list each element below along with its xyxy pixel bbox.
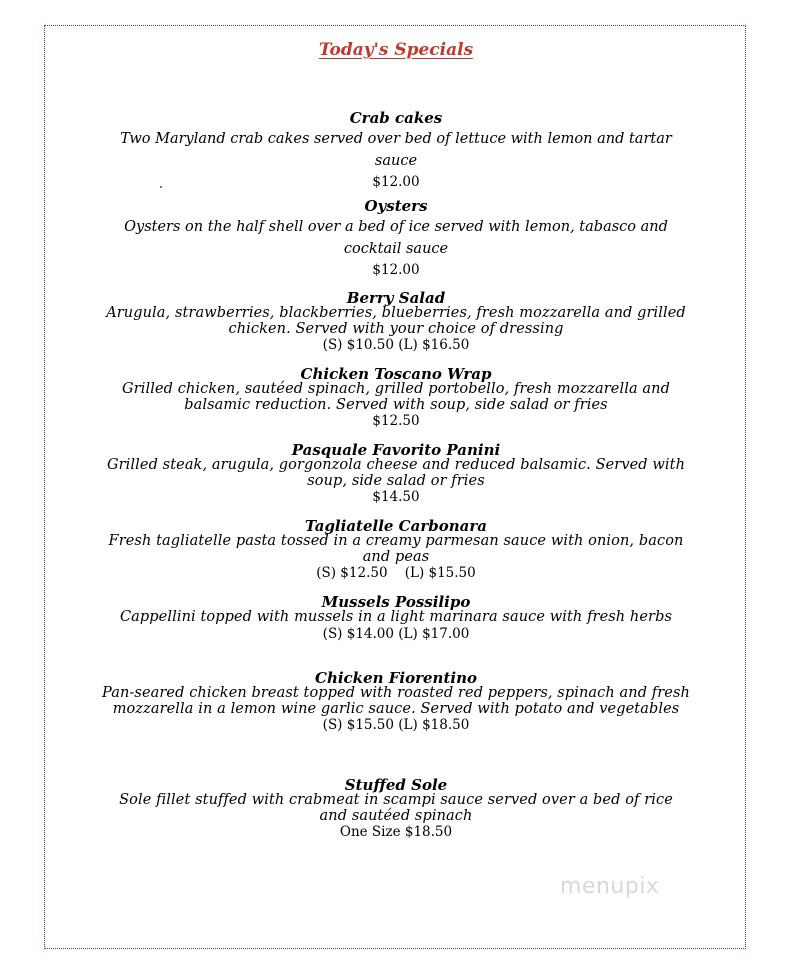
menu-item-name: Pasquale Favorito Panini xyxy=(291,441,501,459)
menu-item-name: Chicken Fiorentino xyxy=(315,669,477,687)
menu-item-price: $12.00 xyxy=(372,174,420,190)
menu-item-name: Mussels Possilipo xyxy=(321,593,471,611)
menu-item-name: Tagliatelle Carbonara xyxy=(305,517,487,535)
menu-item-price: (S) $15.50 (L) $18.50 xyxy=(322,717,470,733)
menu-item-description: Grilled chicken, sautéed spinach, grilled portobello, fresh mozzarella and balsamic reduction. Served with soup, side salad or fries xyxy=(122,381,670,413)
menu-item-name: Berry Salad xyxy=(346,289,446,307)
menu-item-price: (S) $10.50 (L) $16.50 xyxy=(322,337,470,353)
menu-item-berry-salad xyxy=(106,290,686,353)
menu-item-description: Fresh tagliatelle pasta tossed in a creamy parmesan sauce with onion, bacon and peas xyxy=(108,533,684,565)
menu-item-description: Cappellini topped with mussels in a light marinara sauce with fresh herbs xyxy=(119,609,673,625)
menu-item-crab-cakes xyxy=(106,108,686,192)
menu-item-description: Grilled steak, arugula, gorgonzola cheese and reduced balsamic. Served with soup, side salad or fries xyxy=(106,457,686,489)
menu-item-tagliatelle-carbonara xyxy=(106,518,686,581)
menu-item-price: (S) $12.50 (L) $15.50 xyxy=(316,565,476,581)
menu-item-price: (S) $14.00 (L) $17.00 xyxy=(322,625,470,642)
menu-item-name: Oysters xyxy=(364,197,428,215)
menu-item-oysters xyxy=(96,196,696,280)
menu-item-description: Two Maryland crab cakes served over bed of lettuce with lemon and tartar sauce xyxy=(120,131,672,169)
menu-item-description: Sole fillet stuffed with crabmeat in scampi sauce served over a bed of rice and sautéed spinach xyxy=(119,792,673,824)
menu-item-price: $14.50 xyxy=(372,489,420,505)
menu-item-chicken-fiorentino xyxy=(96,670,696,733)
menu-item-pasquale-favorito-panini xyxy=(101,442,691,505)
menu-item-description: Pan-seared chicken breast topped with roasted red peppers, spinach and fresh mozzarella in a lemon wine garlic sauce. Served with potato and vegetables xyxy=(102,685,690,717)
menu-item-price: $12.00 xyxy=(372,262,420,278)
page-title: Today's Specials xyxy=(318,40,474,60)
menu-item-description: Arugula, strawberries, blackberries, blueberries, fresh mozzarella and grilled chicken. Served with your choice of dressing xyxy=(106,305,686,337)
menu-item-name: Stuffed Sole xyxy=(344,776,448,794)
menu-item-mussels-possilipo xyxy=(116,594,676,642)
menupix-watermark: menupix xyxy=(560,874,660,899)
menu-item-name: Crab cakes xyxy=(349,109,443,127)
menu-item-stuffed-sole xyxy=(111,777,681,840)
menu-item-description: Oysters on the half shell over a bed of ice served with lemon, tabasco and cocktail sauce xyxy=(124,219,668,257)
menu-item-name: Chicken Toscano Wrap xyxy=(300,365,492,383)
menu-item-chicken-toscano-wrap xyxy=(96,366,696,429)
menu-item-price: $12.50 xyxy=(372,413,420,429)
menu-item-price: One Size $18.50 xyxy=(339,824,453,840)
